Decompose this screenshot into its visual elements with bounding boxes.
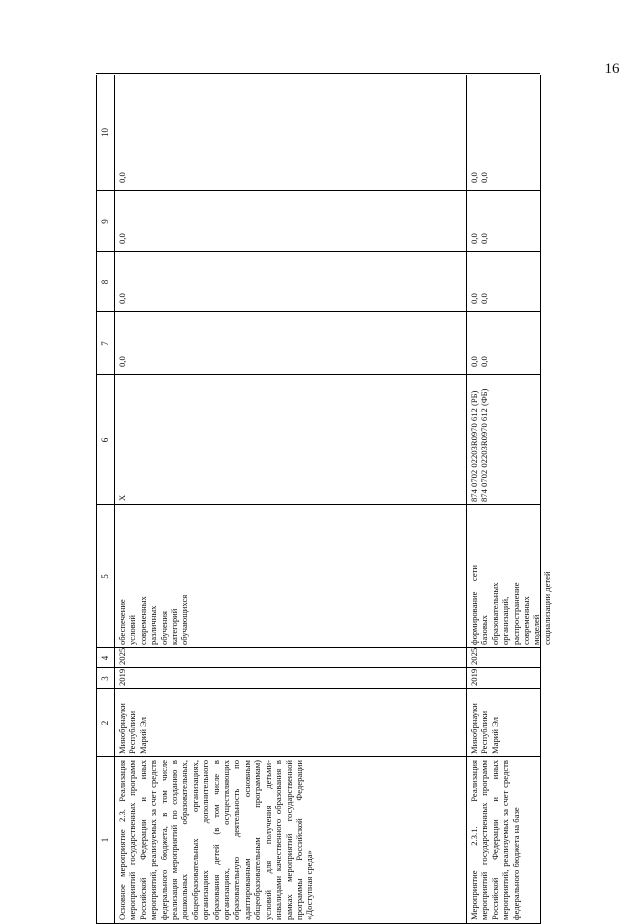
header-col-6: 6 [100,437,110,443]
header-col-7: 7 [100,341,110,346]
row2-col8-rb: 0,0 [469,293,479,304]
row2-values-col9 [469,191,490,252]
row2-budget-code-rb: 874 0702 02203R0970 612 (РБ) [469,390,479,502]
row1-expected-result: обеспечение условий современных различных обучения категорий обучающихся [117,594,190,645]
header-col-3: 3 [100,676,110,681]
row1-end-year: 2025 [117,647,127,665]
row1-start-year: 2019 [117,668,127,686]
header-col-2: 2 [100,720,110,726]
row2-budget-code-fb: 874 0702 02203R0970 612 (ФБ) [479,388,490,502]
row2-values-col7 [469,312,490,375]
row1-value-col7: 0,0 [117,356,127,367]
row1-executor: Минобрнауки Республики Марий Эл [117,703,148,754]
row2-budget-codes [469,375,490,505]
row1-budget-code: Х [117,494,127,501]
row2-start-year: 2019 [469,668,479,686]
row2-event-name: Мероприятие 2.3.1. Реализация мероприятий государственных программ Российской Федерации и иных мероприятий, реализуемых за счет средств федерального бюджета на базе [469,760,521,920]
row1-event-name: Основное мероприятие 2.3. Реализация мероприятий государственных программ Российской Федерации и иных мероприятий, реализуемых за счет средств федерального бюджета, в том числе реализация мероприятий по созданию в дошкольных образовательных, общеобразовательных организациях, организациях дополнительного образования детей (в том числе в организациях, осуществляющих образовательную деятельность по адаптированным основным общеобразовательным программам) условий для получения детьми-инвалидами качественного образования в рамках мероприятий государственной программы Российской Федерации «Доступная среда» [117,760,315,920]
header-col-1: 1 [100,837,110,843]
row2-values-col8 [469,252,490,312]
row2-values-col10 [469,74,490,191]
row2-col7-fb: 0,0 [479,356,490,367]
row2-col7-rb: 0,0 [469,356,479,367]
row-separator [466,75,467,923]
row2-executor: Минобрнауки Республики Марий Эл [469,703,500,754]
header-col-9: 9 [100,219,110,224]
row2-col9-rb: 0,0 [469,233,479,244]
row2-col9-fb: 0,0 [479,233,490,244]
row2-col8-fb: 0,0 [479,293,490,304]
header-col-10: 10 [100,128,110,137]
row1-value-col10: 0,0 [117,172,127,183]
row1-value-col8: 0,0 [117,293,127,304]
row1-value-col9: 0,0 [117,233,127,244]
row2-col10-rb: 0,0 [469,172,479,183]
row2-col10-fb: 0,0 [479,172,490,183]
budget-table [96,75,552,924]
header-col-5: 5 [100,574,110,579]
header-separator [114,75,115,923]
header-col-8: 8 [100,279,110,285]
row2-expected-result: формирование сети базовых образовательных организаций, распространение современных моделей социализации детей [469,565,552,645]
row2-end-year: 2025 [469,647,479,665]
header-col-4: 4 [100,655,110,661]
page-number: 16 [604,61,620,77]
